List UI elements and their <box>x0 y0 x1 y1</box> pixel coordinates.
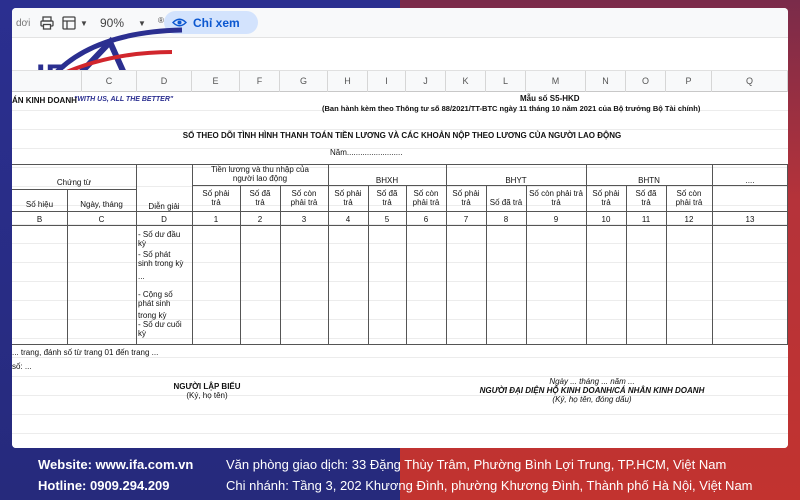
table-subheader-line <box>192 185 788 186</box>
header-bhyt: BHYT <box>505 176 527 185</box>
col-divider <box>486 185 487 344</box>
representative-sign: (Ký, họ tên, đóng dấu) <box>552 395 632 404</box>
header-tien-luong-2: người lao động <box>232 174 288 183</box>
subheader-phai-tra: Số phải <box>334 189 362 198</box>
subheader-con-phai-tra-2: phải trả <box>675 198 703 207</box>
form-code: Mẫu số S5-HKD <box>520 94 580 103</box>
column-header[interactable]: O <box>626 71 666 92</box>
header-tien-luong: Tiền lương và thu nhập của <box>211 165 309 174</box>
subheader-da-tra: Số đã <box>635 189 657 198</box>
table-codes-bottom <box>12 225 788 226</box>
column-header[interactable] <box>12 71 82 92</box>
subheader-da-tra-2: trả <box>641 198 651 207</box>
col-code: 10 <box>601 215 611 224</box>
footer-office: Văn phòng giao dịch: 33 Đặng Thùy Trâm, Phường Bình Lợi Trung, TP.HCM, Việt Nam <box>226 457 727 472</box>
sheet-grid[interactable] <box>12 92 788 448</box>
col-code: 2 <box>257 215 263 224</box>
col-code: 7 <box>463 215 469 224</box>
column-header[interactable]: J <box>406 71 446 92</box>
subheader-phai-tra: Số phải <box>202 189 230 198</box>
footer-banner <box>0 452 800 500</box>
page-title: SỔ THEO DÕI TÌNH HÌNH THANH TOÁN TIỀN LƯƠNG VÀ CÁC KHOẢN NỘP THEO LƯƠNG CỦA NGƯỜI LAO ĐỘNG <box>182 131 622 140</box>
col-divider <box>787 164 788 344</box>
column-header[interactable]: P <box>666 71 712 92</box>
subheader-con-phai-tra: Số còn <box>291 189 317 198</box>
col-divider <box>67 189 68 344</box>
desc-line: sinh trong kỳ <box>138 259 184 268</box>
desc-line: phát sinh <box>138 299 171 308</box>
col-code: C <box>98 215 105 224</box>
subheader-phai-tra-2: trả <box>343 198 353 207</box>
col-code: 1 <box>213 215 219 224</box>
logo-slogan: "WITH US, ALL THE BETTER" <box>74 96 174 103</box>
col-divider <box>240 185 241 344</box>
subheader-phai-tra: Số phải <box>452 189 480 198</box>
column-header[interactable]: F <box>240 71 280 92</box>
desc-line: - Số dư cuối <box>138 320 182 329</box>
col-code: 5 <box>384 215 390 224</box>
column-header[interactable]: G <box>280 71 328 92</box>
col-divider <box>368 185 369 344</box>
col-divider <box>406 185 407 344</box>
col-divider <box>136 164 137 344</box>
spreadsheet-window <box>12 8 788 448</box>
col-divider <box>626 185 627 344</box>
representative-title: NGƯỜI ĐẠI DIỆN HỘ KINH DOANH/CÁ NHÂN KINH DOANH <box>479 386 705 395</box>
col-code: 9 <box>553 215 559 224</box>
preparer-sign: (Ký, họ tên) <box>186 391 228 400</box>
col-code: 6 <box>423 215 429 224</box>
desc-line: - Số dư đầu <box>138 230 181 239</box>
column-header[interactable]: E <box>192 71 240 92</box>
subheader-con-phai-tra: Số còn <box>413 189 439 198</box>
subheader-phai-tra-2: trả <box>211 198 221 207</box>
desc-line: kỳ <box>138 329 146 338</box>
col-code: D <box>161 215 167 224</box>
col-code: 8 <box>503 215 509 224</box>
date-fragment: số: ... <box>12 362 32 371</box>
table-chungtu-line <box>12 189 136 190</box>
col-code: 3 <box>301 215 307 224</box>
subheader-con-phai-tra-2: phải trả <box>290 198 318 207</box>
footer-branch: Chi nhánh: Tầng 3, 202 Khương Đình, phường Khương Đình, Thành phố Hà Nội, Việt Nam <box>226 478 753 493</box>
chevron-down-icon[interactable]: ▼ <box>80 18 88 28</box>
page-note: ... trang, đánh số từ trang 01 đến trang ... <box>12 348 159 357</box>
column-header[interactable]: K <box>446 71 486 92</box>
column-header[interactable]: H <box>328 71 368 92</box>
column-header[interactable]: L <box>486 71 526 92</box>
header-more: .... <box>745 176 755 185</box>
header-chung-tu: Chứng từ <box>56 178 92 187</box>
column-header[interactable]: N <box>586 71 626 92</box>
column-header[interactable]: C <box>82 71 137 92</box>
col-divider <box>526 185 527 344</box>
subheader-da-tra: Số đã <box>249 189 271 198</box>
desc-line: - Số phát <box>138 250 171 259</box>
col-code: 12 <box>684 215 694 224</box>
header-bhtn: BHTN <box>638 176 660 185</box>
subheader-con-phai-tra: Số còn <box>676 189 702 198</box>
year-line: Năm......................... <box>330 148 403 157</box>
subheader-phai-tra-2: trả <box>461 198 471 207</box>
org-name-fragment: ÁN KINH DOANH <box>12 96 77 105</box>
subheader-phai-tra-2: trả <box>601 198 611 207</box>
table-header-bottom <box>12 211 788 212</box>
view-only-label: Chỉ xem <box>193 15 240 30</box>
footer-hotline[interactable]: Hotline: 0909.294.209 <box>38 478 170 493</box>
col-divider <box>712 164 713 344</box>
column-header[interactable]: I <box>368 71 406 92</box>
column-header[interactable]: M <box>526 71 586 92</box>
subheader-con-phai-tra-line2: trả <box>551 198 561 207</box>
zoom-select[interactable]: 90% <box>100 16 125 30</box>
col-code: 13 <box>745 215 755 224</box>
desc-line: ... <box>138 272 145 281</box>
column-header[interactable]: Q <box>712 71 788 92</box>
table-border-top <box>12 164 788 165</box>
footer-website[interactable]: Website: www.ifa.com.vn <box>38 457 194 472</box>
zoom-chevron-icon[interactable]: ▼ <box>138 18 146 28</box>
col-code: B <box>36 215 43 224</box>
header-so-hieu: Số hiệu <box>25 200 54 209</box>
subheader-con-phai-tra-full: Số còn phải trả <box>529 189 583 198</box>
subheader-da-tra-full: Số đã trả <box>489 198 523 207</box>
subheader-con-phai-tra-2: phải trả <box>412 198 440 207</box>
table-border-bottom <box>12 344 788 345</box>
subheader-da-tra-2: trả <box>382 198 392 207</box>
preparer-title: NGƯỜI LẬP BIỂU <box>173 382 241 391</box>
header-bhxh: BHXH <box>375 176 399 185</box>
desc-line: trong kỳ <box>138 311 167 320</box>
column-header[interactable]: D <box>137 71 192 92</box>
desc-line: - Cộng số <box>138 290 173 299</box>
col-divider <box>280 185 281 344</box>
registered-mark-icon: ® <box>158 15 164 25</box>
col-divider <box>666 185 667 344</box>
col-code: 4 <box>345 215 351 224</box>
date-line: Ngày ... tháng ... năm ... <box>549 377 635 386</box>
col-code: 11 <box>641 215 651 224</box>
form-basis: (Ban hành kèm theo Thông tư số 88/2021/TT-BTC ngày 11 tháng 10 năm 2021 của Bộ trưởng Bộ Tài chính) <box>322 104 701 113</box>
subheader-da-tra-2: trả <box>255 198 265 207</box>
subheader-da-tra: Số đã <box>376 189 398 198</box>
column-header-bar <box>12 70 788 92</box>
subheader-phai-tra: Số phải <box>592 189 620 198</box>
toolbar-fragment: dơi <box>16 17 31 29</box>
desc-line: kỳ <box>138 239 146 248</box>
header-ngay-thang: Ngày, tháng <box>80 200 123 209</box>
header-dien-giai: Diễn giải <box>148 202 180 211</box>
